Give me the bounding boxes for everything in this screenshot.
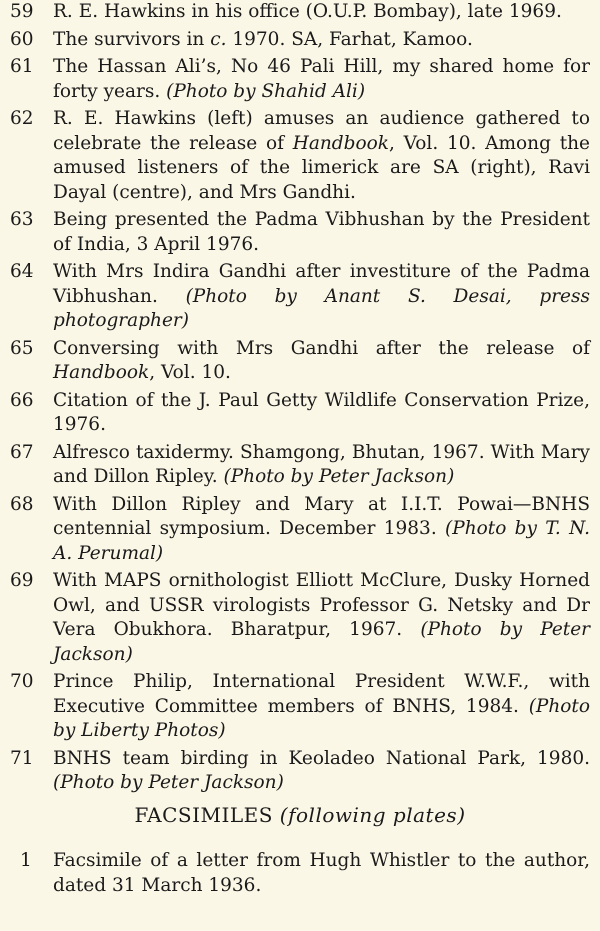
plate-caption-text: The Hassan Ali’s, No 46 Pali Hill, my shared home for forty years. <box>53 56 590 102</box>
facsimiles-heading-subtitle: (following plates) <box>279 803 466 827</box>
plate-entry <box>0 389 600 438</box>
plate-caption-italic: Handbook <box>292 132 389 154</box>
plate-caption-text: With MAPS ornithologist Elliott McClure, Dusky Horned Owl, and USSR virologists Professor G. Netsky and Dr Vera Obukhora. Bharatpur, 1967. <box>53 570 590 640</box>
plate-number: 60 <box>10 28 34 50</box>
plate-caption-italic: c. <box>210 28 227 50</box>
plate-number: 65 <box>10 337 34 359</box>
plate-number: 66 <box>10 389 34 411</box>
plate-caption-italic: (Photo by Shahid Ali) <box>166 80 366 102</box>
plate-number: 68 <box>10 493 34 515</box>
facsimile-text: Facsimile of a letter from Hugh Whistler to the author, dated 31 March 1936. <box>53 850 590 896</box>
plate-entry <box>0 493 600 567</box>
plate-caption-italic: (Photo by Anant S. Desai, press photographer) <box>53 285 590 331</box>
facsimile-number: 1 <box>20 850 32 871</box>
plate-caption-italic: (Photo by Peter Jackson) <box>223 466 455 487</box>
plate-caption-text: With Dillon Ripley and Mary at I.I.T. Powai—BNHS centennial symposium. December 1983. <box>53 493 590 539</box>
plate-caption-italic: (Photo by Peter Jackson) <box>53 772 284 793</box>
plate-caption-text: Being presented the Padma Vibhushan by the President of India, 3 April 1976. <box>53 209 590 255</box>
facsimiles-heading <box>0 803 600 827</box>
plate-number: 71 <box>10 747 34 769</box>
plate-number: 59 <box>10 1 34 22</box>
plate-caption-text: , Vol. 10. <box>149 362 231 383</box>
plate-caption-italic: (Photo by Liberty Photos) <box>53 695 590 741</box>
plate-caption-text: BNHS team birding in Keoladeo National Park, 1980. <box>53 747 590 769</box>
facsimile-item <box>0 849 600 898</box>
plate-caption-text: Alfresco taxidermy. Shamgong, Bhutan, 1967. With Mary and Dillon Ripley. <box>53 441 590 487</box>
plate-caption-text: 1970. SA, Farhat, Kamoo. <box>226 28 473 50</box>
plate-entry <box>0 569 600 667</box>
facsimiles-list <box>0 849 600 901</box>
plate-entry <box>0 337 600 386</box>
plate-entry <box>0 28 600 53</box>
plate-number: 63 <box>10 209 34 230</box>
plate-number: 64 <box>10 261 34 282</box>
plate-entry <box>0 260 600 334</box>
plate-caption-text: R. E. Hawkins in his office (O.U.P. Bombay), late 1969. <box>53 1 562 22</box>
plate-entry <box>0 55 600 104</box>
plate-number: 67 <box>10 441 34 463</box>
plate-entry <box>0 747 600 796</box>
plate-caption-italic: (Photo by Peter Jackson) <box>53 619 590 665</box>
plate-number: 61 <box>10 56 34 77</box>
plate-caption-text: R. E. Hawkins (left) amuses an audience gathered to celebrate the release of <box>53 108 590 154</box>
plate-caption-text: The survivors in <box>53 28 211 50</box>
plate-caption-text: With Mrs Indira Gandhi after investiture of the Padma Vibhushan. <box>53 261 590 307</box>
plate-entry <box>0 107 600 205</box>
plate-caption-text: Conversing with Mrs Gandhi after the release of <box>53 337 590 359</box>
plate-caption-text: Prince Philip, International President W.W.F., with Executive Committee members of BNHS, 1984. <box>53 671 590 717</box>
facsimiles-heading-title: FACSIMILES <box>134 803 273 827</box>
plate-caption-text: , Vol. 10. Among the amused listeners of the limerick are SA (right), Ravi Dayal (centre), and Mrs Gandhi. <box>53 132 590 203</box>
plate-entry <box>0 0 600 25</box>
plate-entry <box>0 441 600 490</box>
plate-caption-italic: (Photo by T. N. A. Perumal) <box>53 518 590 564</box>
plate-number: 69 <box>10 570 34 591</box>
plate-number: 62 <box>10 108 34 129</box>
plate-caption-text: Citation of the J. Paul Getty Wildlife Conservation Prize, 1976. <box>53 389 590 435</box>
plate-number: 70 <box>10 671 34 692</box>
plate-entry <box>0 208 600 257</box>
plate-entry <box>0 670 600 744</box>
plate-caption-italic: Handbook <box>53 362 150 383</box>
